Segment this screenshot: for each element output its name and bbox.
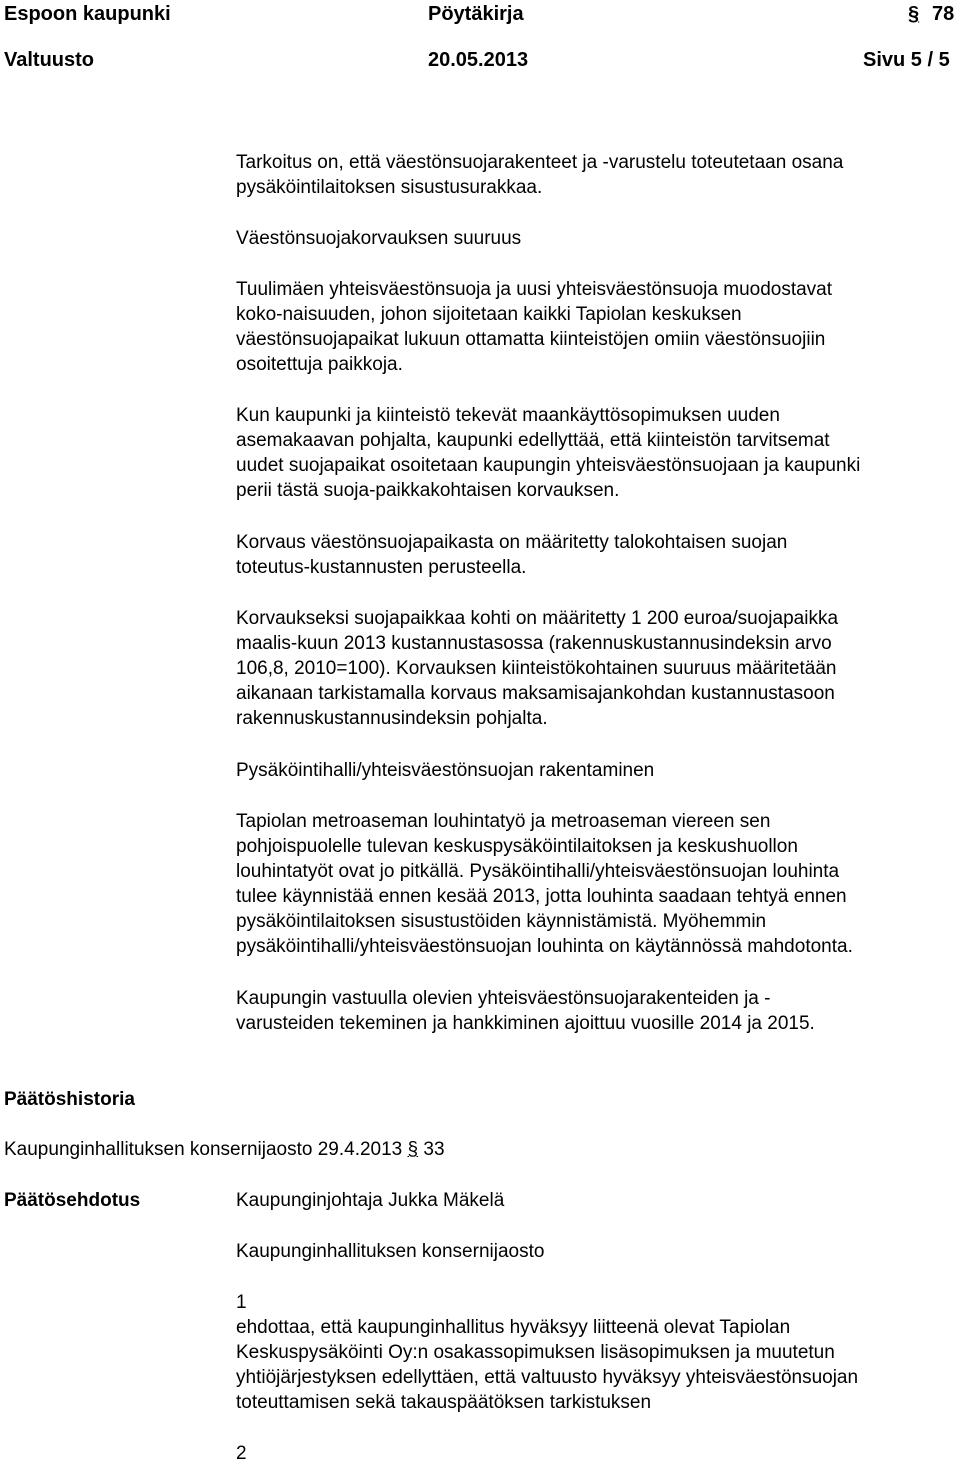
text-line: koko-naisuuden, johon sijoitetaan kaikki Tapiolan keskuksen bbox=[236, 304, 742, 325]
text-line: maalis-kuun 2013 kustannustasossa (rakennuskustannusindeksin arvo bbox=[236, 633, 832, 654]
proposal-label: Päätösehdotus bbox=[4, 1190, 141, 1211]
text-line: louhintatyöt ovat jo pitkällä. Pysäköintihalli/yhteisväestönsuojan louhinta bbox=[236, 861, 840, 882]
text-line: pysäköintihalli/yhteisväestönsuojan louhinta on käytännössä mahdotonta. bbox=[236, 936, 853, 957]
subheading-text: Pysäköintihalli/yhteisväestönsuojan rakentaminen bbox=[236, 760, 655, 781]
text-line: Keskuspysäköinti Oy:n osakassopimuksen lisäsopimuksen ja muutetun bbox=[236, 1342, 835, 1363]
item-number-1: 1 bbox=[236, 1292, 247, 1313]
text-line: pohjoispuolelle tulevan keskuspysäköintilaitoksen ja keskushuollon bbox=[236, 836, 798, 857]
text-line: varusteiden tekeminen ja hankkiminen ajoittuu vuosille 2014 ja 2015. bbox=[236, 1013, 815, 1034]
text-line: 106,8, 2010=100). Korvauksen kiinteistökohtainen suuruus määritetään bbox=[236, 658, 837, 679]
decision-history-heading: Päätöshistoria bbox=[4, 1089, 135, 1110]
org-name: Espoon kaupunki bbox=[4, 3, 171, 25]
text-line: pysäköintilaitoksen sisustusurakkaa. bbox=[236, 177, 543, 198]
text-line: aikanaan tarkistamalla korvaus maksamisajankohdan kustannustasoon bbox=[236, 683, 835, 704]
subheading-compensation-size bbox=[236, 226, 954, 251]
text-line: Kun kaupunki ja kiinteistö tekevät maankäyttösopimuksen uuden bbox=[236, 405, 780, 426]
proposer: Kaupunginjohtaja Jukka Mäkelä bbox=[236, 1190, 505, 1211]
paragraph-compensation-basis bbox=[236, 530, 954, 580]
text-line: Tuulimäen yhteisväestönsuoja ja uusi yhteisväestönsuoja muodostavat bbox=[236, 279, 833, 300]
subheading-construction bbox=[236, 758, 954, 783]
text-line: Tapiolan metroaseman louhintatyö ja metroaseman viereen sen bbox=[236, 811, 771, 832]
text-line: Kaupungin vastuulla olevien yhteisväestönsuojarakenteiden ja - bbox=[236, 988, 771, 1009]
text-line: pysäköintilaitoksen sisustustöiden käynnistämistä. Myöhemmin bbox=[236, 911, 767, 932]
text-line: toteuttamisen sekä takauspäätöksen tarkistuksen bbox=[236, 1392, 652, 1413]
meeting-date: 20.05.2013 bbox=[428, 49, 529, 71]
paragraph-land-use-agreement bbox=[236, 403, 954, 503]
meeting-reference bbox=[4, 1137, 445, 1162]
paragraph-purpose bbox=[236, 150, 954, 200]
page-number: Sivu 5 / 5 bbox=[863, 49, 950, 71]
text-line: asemakaavan pohjalta, kaupunki edellyttää, että kiinteistön tarvitsemat bbox=[236, 430, 830, 451]
paragraph-excavation bbox=[236, 809, 954, 959]
paragraph-schedule bbox=[236, 986, 954, 1036]
text-line: Korvaus väestönsuojapaikasta on määritetty talokohtaisen suojan bbox=[236, 532, 788, 553]
text-line: rakennuskustannusindeksin pohjalta. bbox=[236, 708, 548, 729]
text-line: yhtiöjärjestyksen edellyttäen, että valtuusto hyväksyy yhteisväestönsuojan bbox=[236, 1367, 859, 1388]
section-number: 78 bbox=[932, 3, 955, 25]
section-symbol: § bbox=[908, 3, 920, 25]
body-name: Valtuusto bbox=[4, 49, 95, 71]
item-1-text bbox=[236, 1315, 954, 1415]
text-line: ehdottaa, että kaupunginhallitus hyväksyy liitteenä olevat Tapiolan bbox=[236, 1317, 791, 1338]
meeting-section-number: 33 bbox=[423, 1139, 445, 1160]
text-line: perii tästä suoja-paikkakohtaisen korvauksen. bbox=[236, 480, 620, 501]
item-number-2: 2 bbox=[236, 1443, 247, 1464]
text-line: Tarkoitus on, että väestönsuojarakenteet ja -varustelu toteutetaan osana bbox=[236, 152, 844, 173]
paragraph-shelter-entity bbox=[236, 277, 954, 377]
meeting-name: Kaupunginhallituksen konsernijaosto 29.4.2013 bbox=[4, 1139, 403, 1160]
text-line: uudet suojapaikat osoitetaan kaupungin yhteisväestönsuojaan ja kaupunki bbox=[236, 455, 861, 476]
text-line: toteutus-kustannusten perusteella. bbox=[236, 557, 527, 578]
text-line: väestönsuojapaikat lukuun ottamatta kiinteistöjen omiin väestönsuojiin bbox=[236, 329, 826, 350]
text-line: Korvaukseksi suojapaikkaa kohti on määritetty 1 200 euroa/suojapaikka bbox=[236, 608, 839, 629]
text-line: osoitettuja paikkoja. bbox=[236, 354, 403, 375]
meeting-section-symbol: § bbox=[407, 1139, 419, 1160]
document-type: Pöytäkirja bbox=[428, 3, 524, 25]
paragraph-compensation-amount bbox=[236, 606, 954, 731]
subheading-text: Väestönsuojakorvauksen suuruus bbox=[236, 228, 522, 249]
committee-name: Kaupunginhallituksen konsernijaosto bbox=[236, 1241, 545, 1262]
text-line: tulee käynnistää ennen kesää 2013, jotta louhinta saadaan tehtyä ennen bbox=[236, 886, 847, 907]
